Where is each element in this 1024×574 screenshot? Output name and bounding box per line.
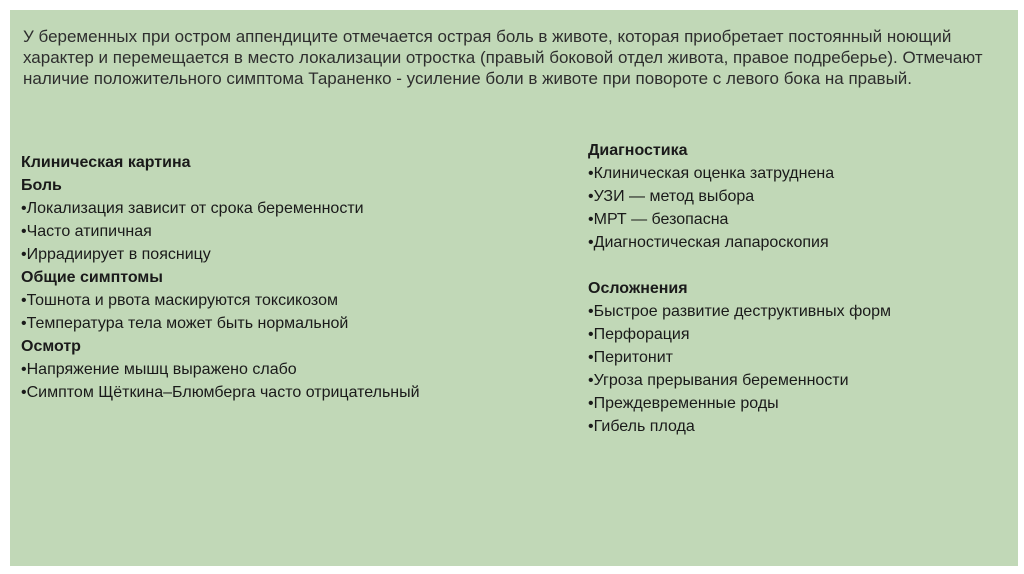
list-item: • Локализация зависит от срока беременности [21,197,581,220]
list-item: • Диагностическая лапароскопия [588,231,1008,254]
list-item: • Быстрое развитие деструктивных форм [588,300,1008,323]
list-item: • Температура тела может быть нормальной [21,312,581,335]
clinical-picture-heading: Клиническая картина [21,154,191,171]
general-symptoms-heading: Общие симптомы [21,269,163,286]
list-item: • Перитонит [588,346,1008,369]
diagnostics-heading: Диагностика [588,142,688,159]
list-item: • Тошнота и рвота маскируются токсикозом [21,289,581,312]
right-column [588,139,1008,438]
list-item: • Симптом Щёткина–Блюмберга часто отрицательный [21,381,581,404]
left-column [21,151,581,404]
list-item: • Преждевременные роды [588,392,1008,415]
list-item: • Иррадиирует в поясницу [21,243,581,266]
list-item: • Гибель плода [588,415,1008,438]
list-item: • Часто атипичная [21,220,581,243]
spacer [588,254,1008,277]
pain-heading: Боль [21,177,62,194]
list-item: • Перфорация [588,323,1008,346]
complications-heading: Осложнения [588,280,688,297]
list-item: • УЗИ — метод выбора [588,185,1008,208]
exam-heading: Осмотр [21,338,81,355]
list-item: • МРТ — безопасна [588,208,1008,231]
slide [10,10,1018,566]
intro-paragraph: У беременных при остром аппендиците отмечается острая боль в животе, которая приобретает постоянный ноющий характер и перемещается в место локализации отростка (правый боковой отдел живота, правое подреберье). Отмечают наличие положительного симптома Тараненко - усиление боли в животе при повороте с левого бока на правый. [23,27,983,88]
list-item: • Клиническая оценка затруднена [588,162,1008,185]
list-item: • Угроза прерывания беременности [588,369,1008,392]
list-item: • Напряжение мышц выражено слабо [21,358,581,381]
